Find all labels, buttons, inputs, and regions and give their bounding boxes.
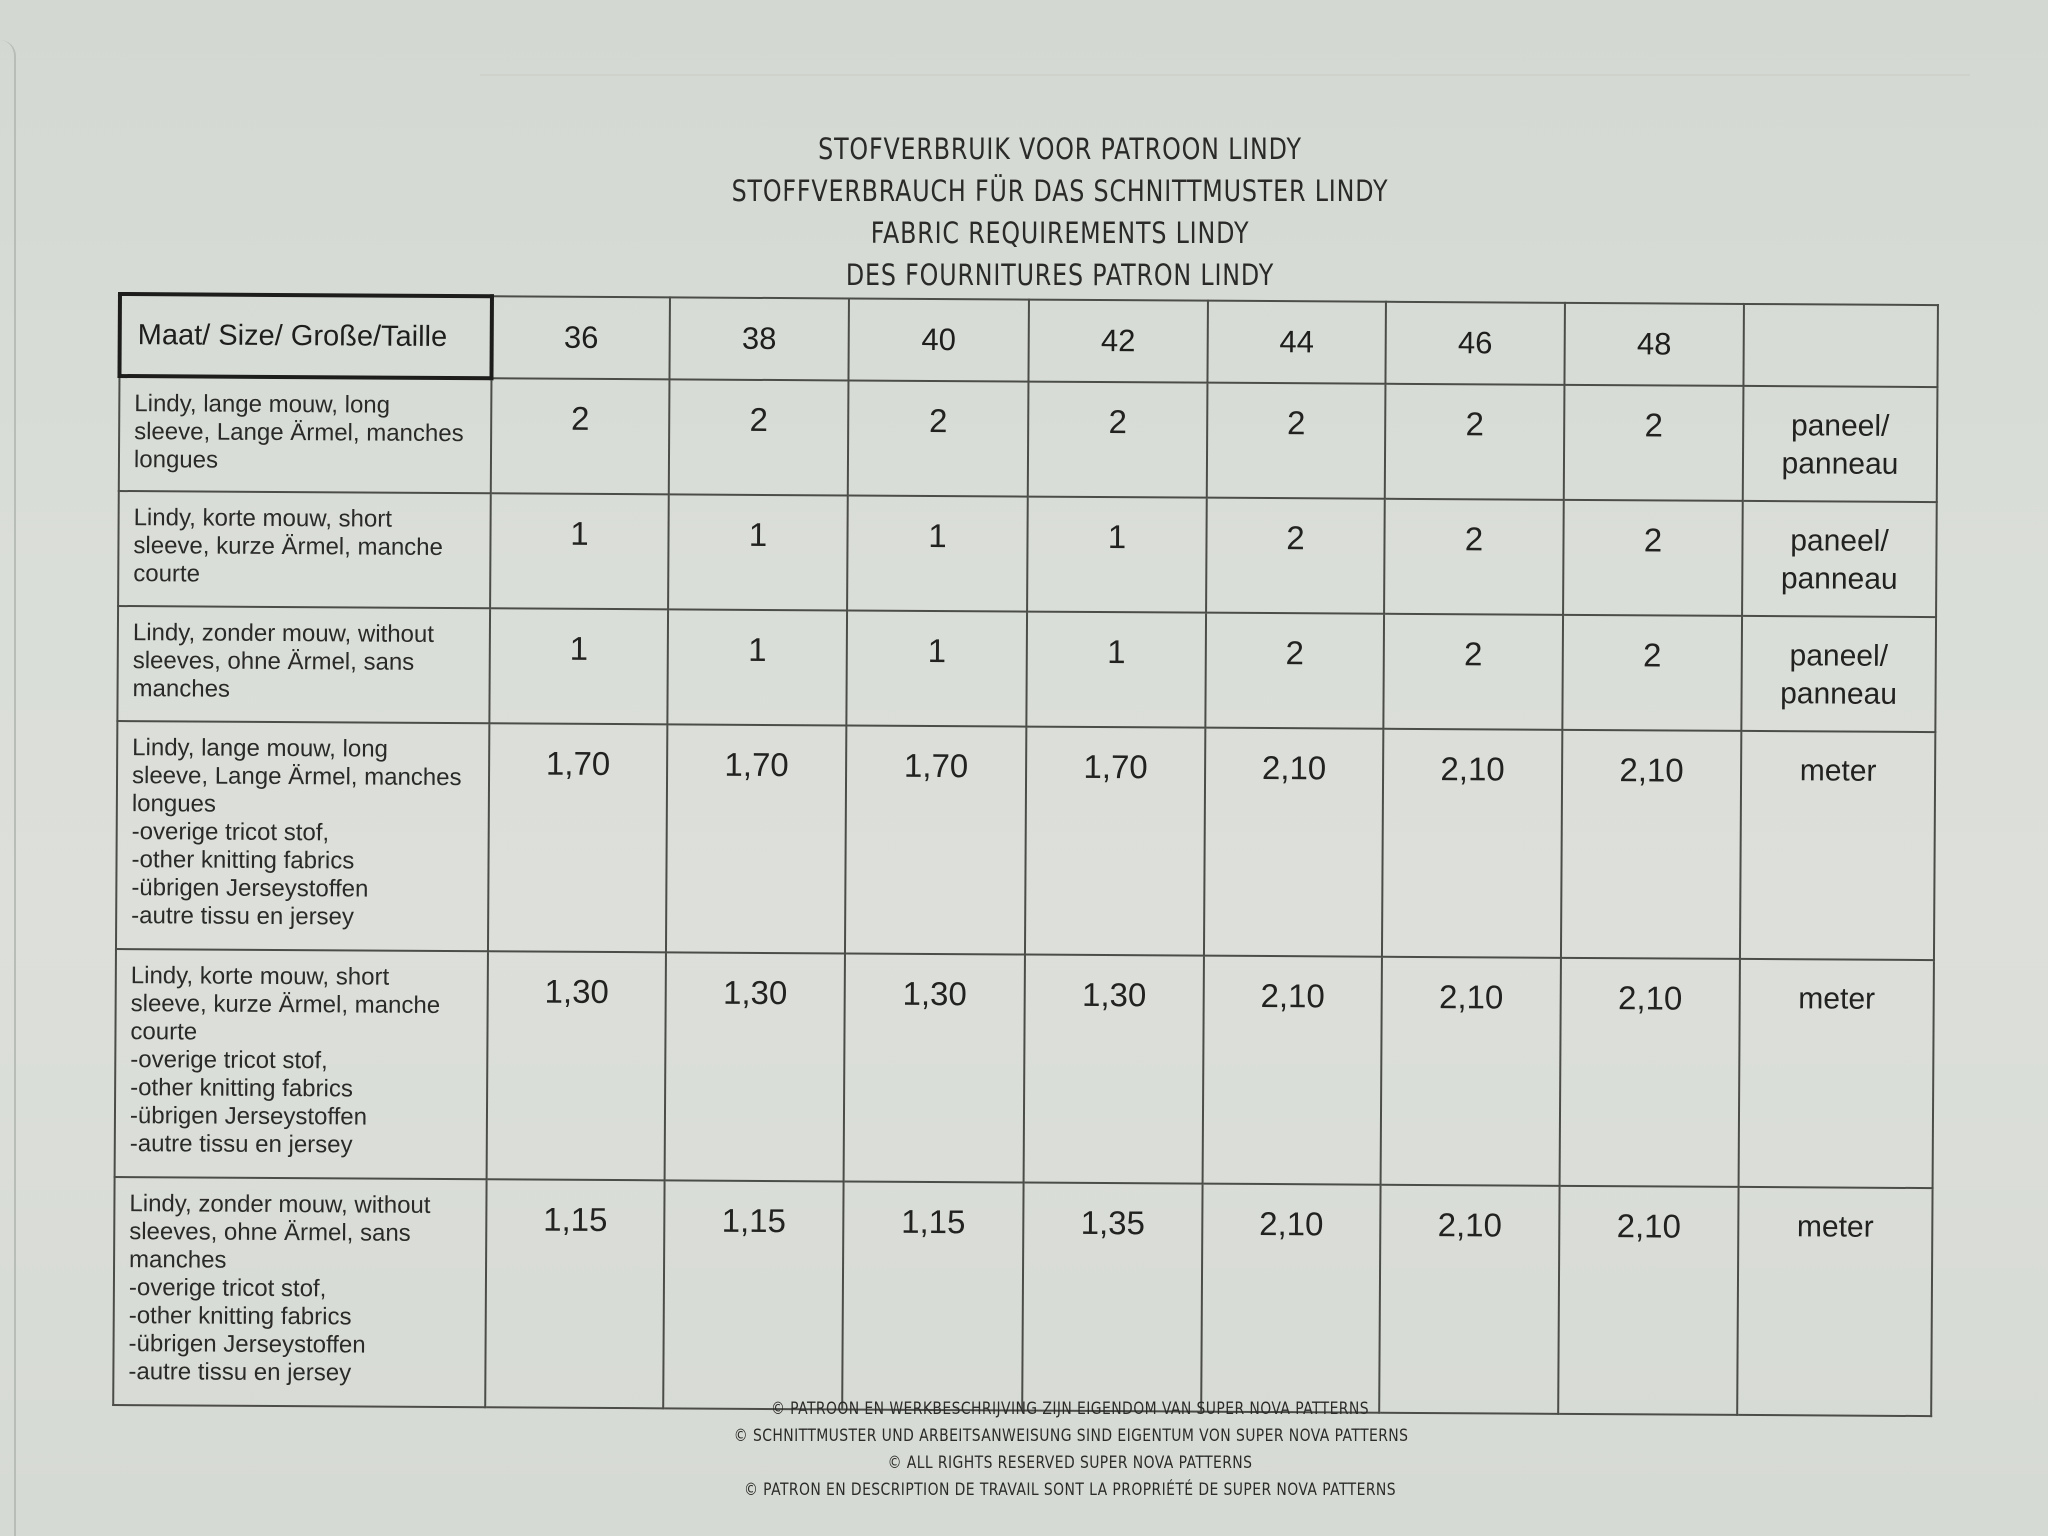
quantity-cell: 1,70 <box>845 725 1026 954</box>
paper-edge <box>0 40 16 1536</box>
description-line: Lindy, lange mouw, long <box>134 390 391 419</box>
copyright-dutch: © PATROON EN WERKBESCHRIJVING ZIJN EIGENDOM VAN SUPER NOVA PATTERNS <box>770 1399 1370 1419</box>
quantity-cell: 2 <box>1383 614 1563 730</box>
description-line: sleeve, kurze Ärmel, manche <box>133 532 443 561</box>
size-header-cell: 46 <box>1385 302 1564 385</box>
unit-header-cell <box>1743 304 1937 387</box>
garment-description-cell <box>118 491 491 608</box>
quantity-cell: 2,10 <box>1203 956 1382 1185</box>
description-line: -übrigen Jerseystoffen <box>131 874 369 903</box>
description-line: courte <box>133 560 201 588</box>
quantity-cell: 1,70 <box>1025 727 1205 956</box>
quantity-cell: 2,10 <box>1382 729 1562 958</box>
unit-line: paneel/ <box>1789 639 1889 673</box>
garment-description-cell <box>116 721 489 951</box>
quantity-cell: 1,30 <box>1024 955 1204 1184</box>
copyright-footer <box>733 1396 1409 1504</box>
unit-cell <box>1743 386 1938 502</box>
quantity-cell: 1,70 <box>488 723 667 952</box>
quantity-cell: 2 <box>1207 383 1386 499</box>
quantity-cell: 1 <box>490 493 669 609</box>
quantity-cell: 2,10 <box>1381 957 1561 1186</box>
quantity-cell: 2 <box>1384 499 1564 615</box>
quantity-cell: 1 <box>668 494 848 610</box>
description-line: -other knitting fabrics <box>131 846 355 875</box>
unit-line: meter <box>1799 754 1877 788</box>
title-german: STOFFVERBRAUCH FÜR DAS SCHNITTMUSTER LINDY <box>731 174 1389 208</box>
description-line: sleeve, kurze Ärmel, manche <box>130 990 441 1019</box>
quantity-cell: 1,35 <box>1022 1183 1202 1412</box>
description-line: Lindy, korte mouw, short <box>133 504 393 533</box>
quantity-cell: 1,15 <box>663 1180 843 1409</box>
table-row <box>118 491 1937 617</box>
description-line: manches <box>129 1246 227 1274</box>
description-line: courte <box>130 1018 198 1046</box>
description-line: -overige tricot stof, <box>128 1274 327 1303</box>
unit-line: panneau <box>1780 677 1898 711</box>
description-line: sleeves, ohne Ärmel, sans <box>132 647 415 676</box>
quantity-cell: 1 <box>846 610 1027 726</box>
description-line: longues <box>131 790 217 818</box>
quantity-cell: 1 <box>489 608 668 724</box>
table-header-row <box>119 294 1937 387</box>
quantity-cell: 1,15 <box>842 1181 1023 1410</box>
quantity-cell: 2 <box>491 378 670 494</box>
size-header-cell: 38 <box>669 297 848 380</box>
unit-cell <box>1739 959 1934 1188</box>
quantity-cell: 1,30 <box>665 952 845 1181</box>
quantity-cell: 1,30 <box>487 951 666 1180</box>
quantity-cell: 2 <box>1206 498 1385 614</box>
description-line: Lindy, zonder mouw, without <box>132 619 435 648</box>
title-english: FABRIC REQUIREMENTS LINDY <box>870 216 1250 250</box>
description-line: -autre tissu en jersey <box>131 902 355 931</box>
garment-description-cell <box>113 1177 486 1407</box>
copyright-french: © PATRON EN DESCRIPTION DE TRAVAIL SONT LA PROPRIÉTÉ DE SUPER NOVA PATTERNS <box>743 1480 1397 1500</box>
table-row <box>115 949 1934 1188</box>
fabric-requirements-table <box>111 292 1939 1417</box>
table-row <box>117 606 1936 732</box>
quantity-cell: 1,70 <box>666 724 846 953</box>
title-french: DES FOURNITURES PATRON LINDY <box>845 258 1275 292</box>
garment-description-cell <box>117 606 490 723</box>
quantity-cell: 1 <box>667 609 847 725</box>
unit-line: paneel/ <box>1790 409 1890 443</box>
description-line: -overige tricot stof, <box>130 1046 328 1075</box>
size-header-label: Maat/ Size/ Große/Taille <box>119 294 491 378</box>
quantity-cell: 1,15 <box>485 1179 664 1408</box>
table-row <box>113 1177 1932 1416</box>
description-line: sleeves, ohne Ärmel, sans <box>129 1218 411 1247</box>
quantity-cell: 2 <box>848 380 1029 496</box>
quantity-cell: 2,10 <box>1560 958 1740 1187</box>
unit-line: paneel/ <box>1790 524 1889 558</box>
description-line: -other knitting fabrics <box>130 1074 353 1103</box>
size-header-cell: 40 <box>848 298 1028 381</box>
unit-line: panneau <box>1780 562 1898 596</box>
description-line: longues <box>133 446 219 474</box>
garment-description-cell <box>119 376 492 493</box>
description-line: -overige tricot stof, <box>131 818 330 847</box>
unit-line: meter <box>1796 1210 1874 1244</box>
unit-cell <box>1741 616 1936 732</box>
quantity-cell: 1,30 <box>844 953 1025 1182</box>
quantity-cell: 2,10 <box>1201 1184 1380 1413</box>
unit-cell <box>1742 501 1937 617</box>
size-header-cell: 42 <box>1028 300 1207 383</box>
quantity-cell: 2,10 <box>1558 1186 1738 1415</box>
size-header-cell: 36 <box>491 296 669 379</box>
unit-line: meter <box>1798 982 1876 1016</box>
quantity-cell: 2,10 <box>1561 730 1741 959</box>
copyright-english: © ALL RIGHTS RESERVED SUPER NOVA PATTERNS <box>887 1453 1253 1473</box>
description-line: Lindy, lange mouw, long <box>132 734 389 763</box>
quantity-cell: 1 <box>1026 612 1206 728</box>
quantity-cell: 2 <box>1205 613 1384 729</box>
quantity-cell: 2 <box>1563 500 1743 616</box>
size-header-cell: 44 <box>1207 301 1385 384</box>
description-line: -übrigen Jerseystoffen <box>128 1330 366 1359</box>
description-line: -other knitting fabrics <box>128 1302 352 1331</box>
quantity-cell: 2,10 <box>1204 728 1383 957</box>
unit-line: panneau <box>1781 447 1899 481</box>
quantity-cell: 1 <box>1027 497 1207 613</box>
description-line: sleeve, Lange Ärmel, manches <box>131 762 462 792</box>
paper-fold-line <box>480 44 1970 76</box>
description-line: manches <box>132 675 231 703</box>
size-header-cell: 48 <box>1564 303 1743 386</box>
garment-description-cell <box>115 949 488 1179</box>
quantity-cell: 2 <box>1562 615 1742 731</box>
quantity-cell: 2,10 <box>1379 1185 1559 1414</box>
title-block <box>683 128 1437 296</box>
quantity-cell: 2 <box>1385 384 1565 500</box>
description-line: -autre tissu en jersey <box>129 1130 353 1159</box>
description-line: -übrigen Jerseystoffen <box>129 1102 368 1131</box>
quantity-cell: 1 <box>847 495 1028 611</box>
table-row <box>119 376 1938 502</box>
description-line: -autre tissu en jersey <box>128 1358 352 1387</box>
title-dutch: STOFVERBRUIK VOOR PATROON LINDY <box>818 132 1302 166</box>
description-line: sleeve, Lange Ärmel, manches <box>134 418 464 448</box>
quantity-cell: 2 <box>669 379 849 495</box>
quantity-cell: 2 <box>1564 385 1744 501</box>
description-line: Lindy, korte mouw, short <box>130 962 390 991</box>
quantity-cell: 2 <box>1028 382 1208 498</box>
unit-cell <box>1740 731 1935 960</box>
description-line: Lindy, zonder mouw, without <box>129 1190 431 1219</box>
copyright-german: © SCHNITTMUSTER UND ARBEITSANWEISUNG SIND EIGENTUM VON SUPER NOVA PATTERNS <box>733 1426 1409 1446</box>
table-row <box>116 721 1935 960</box>
unit-cell <box>1737 1187 1932 1416</box>
